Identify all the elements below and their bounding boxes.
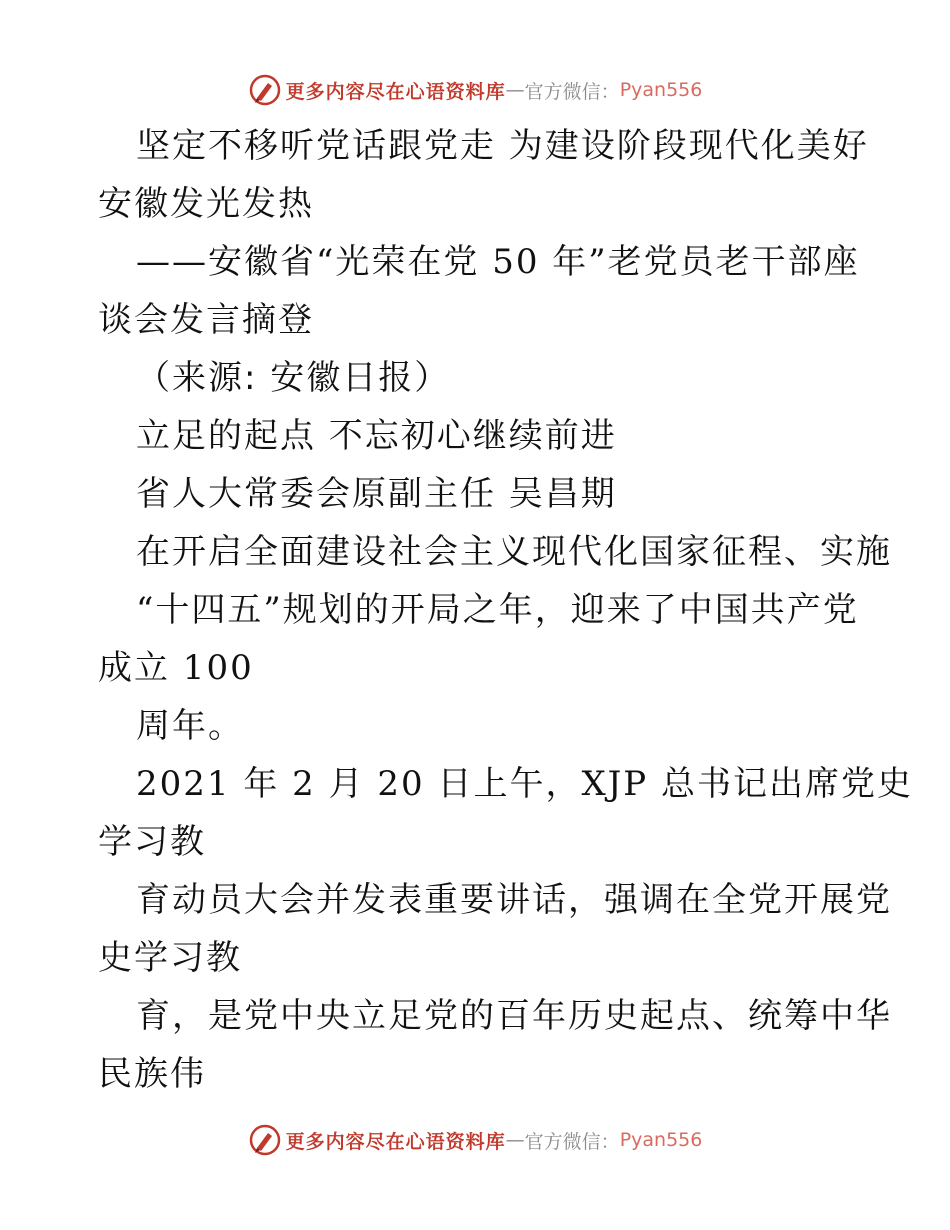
watermark-banner-top xyxy=(0,70,950,110)
watermark-wechat-id: Pyan556 xyxy=(619,79,703,101)
doc-section-heading: 立足的起点 不忘初心继续前进 xyxy=(136,416,617,456)
doc-paragraph-line: 育，是党中央立足党的百年历史起点、统筹中华 xyxy=(136,996,892,1036)
doc-paragraph-line: 育动员大会并发表重要讲话，强调在全党开展党 xyxy=(136,880,892,920)
doc-paragraph-line: 学习教 xyxy=(98,822,206,862)
doc-paragraph-line: 2021 年 2 月 20 日上午，XJP 总书记出席党史 xyxy=(136,764,913,804)
doc-author: 省人大常委会原副主任 吴昌期 xyxy=(136,474,617,514)
doc-subtitle-line-2: 谈会发言摘登 xyxy=(98,300,314,340)
watermark-site-text: 更多内容尽在心语资料库 xyxy=(285,1130,506,1153)
watermark-site-text: 更多内容尽在心语资料库 xyxy=(285,80,506,103)
watermark-wechat-label: 官方微信： xyxy=(524,1130,620,1153)
doc-subtitle-line-1: ——安徽省“光荣在党 50 年”老党员老干部座 xyxy=(136,242,860,282)
watermark-wechat-label: 官方微信： xyxy=(524,80,620,103)
doc-paragraph-line: 周年。 xyxy=(136,706,244,746)
pen-logo-icon xyxy=(248,73,282,107)
doc-paragraph-line: “十四五”规划的开局之年，迎来了中国共产党 xyxy=(136,590,859,630)
doc-paragraph-line: 在开启全面建设社会主义现代化国家征程、实施 xyxy=(136,532,892,572)
doc-source: （来源: 安徽日报） xyxy=(136,358,451,398)
watermark-wechat-id: Pyan556 xyxy=(619,1129,703,1151)
watermark-banner-bottom xyxy=(0,1120,950,1160)
watermark-dash: — xyxy=(505,1129,525,1151)
document-body xyxy=(98,117,913,1103)
watermark-dash: — xyxy=(505,79,525,101)
doc-title-line-2: 安徽发光发热 xyxy=(98,184,314,224)
doc-paragraph-line: 成立 100 xyxy=(98,648,254,688)
doc-title-line-1: 坚定不移听党话跟党走 为建设阶段现代化美好 xyxy=(136,126,869,166)
doc-paragraph-line: 民族伟 xyxy=(98,1054,206,1094)
pen-logo-icon xyxy=(248,1123,282,1157)
doc-paragraph-line: 史学习教 xyxy=(98,938,242,978)
